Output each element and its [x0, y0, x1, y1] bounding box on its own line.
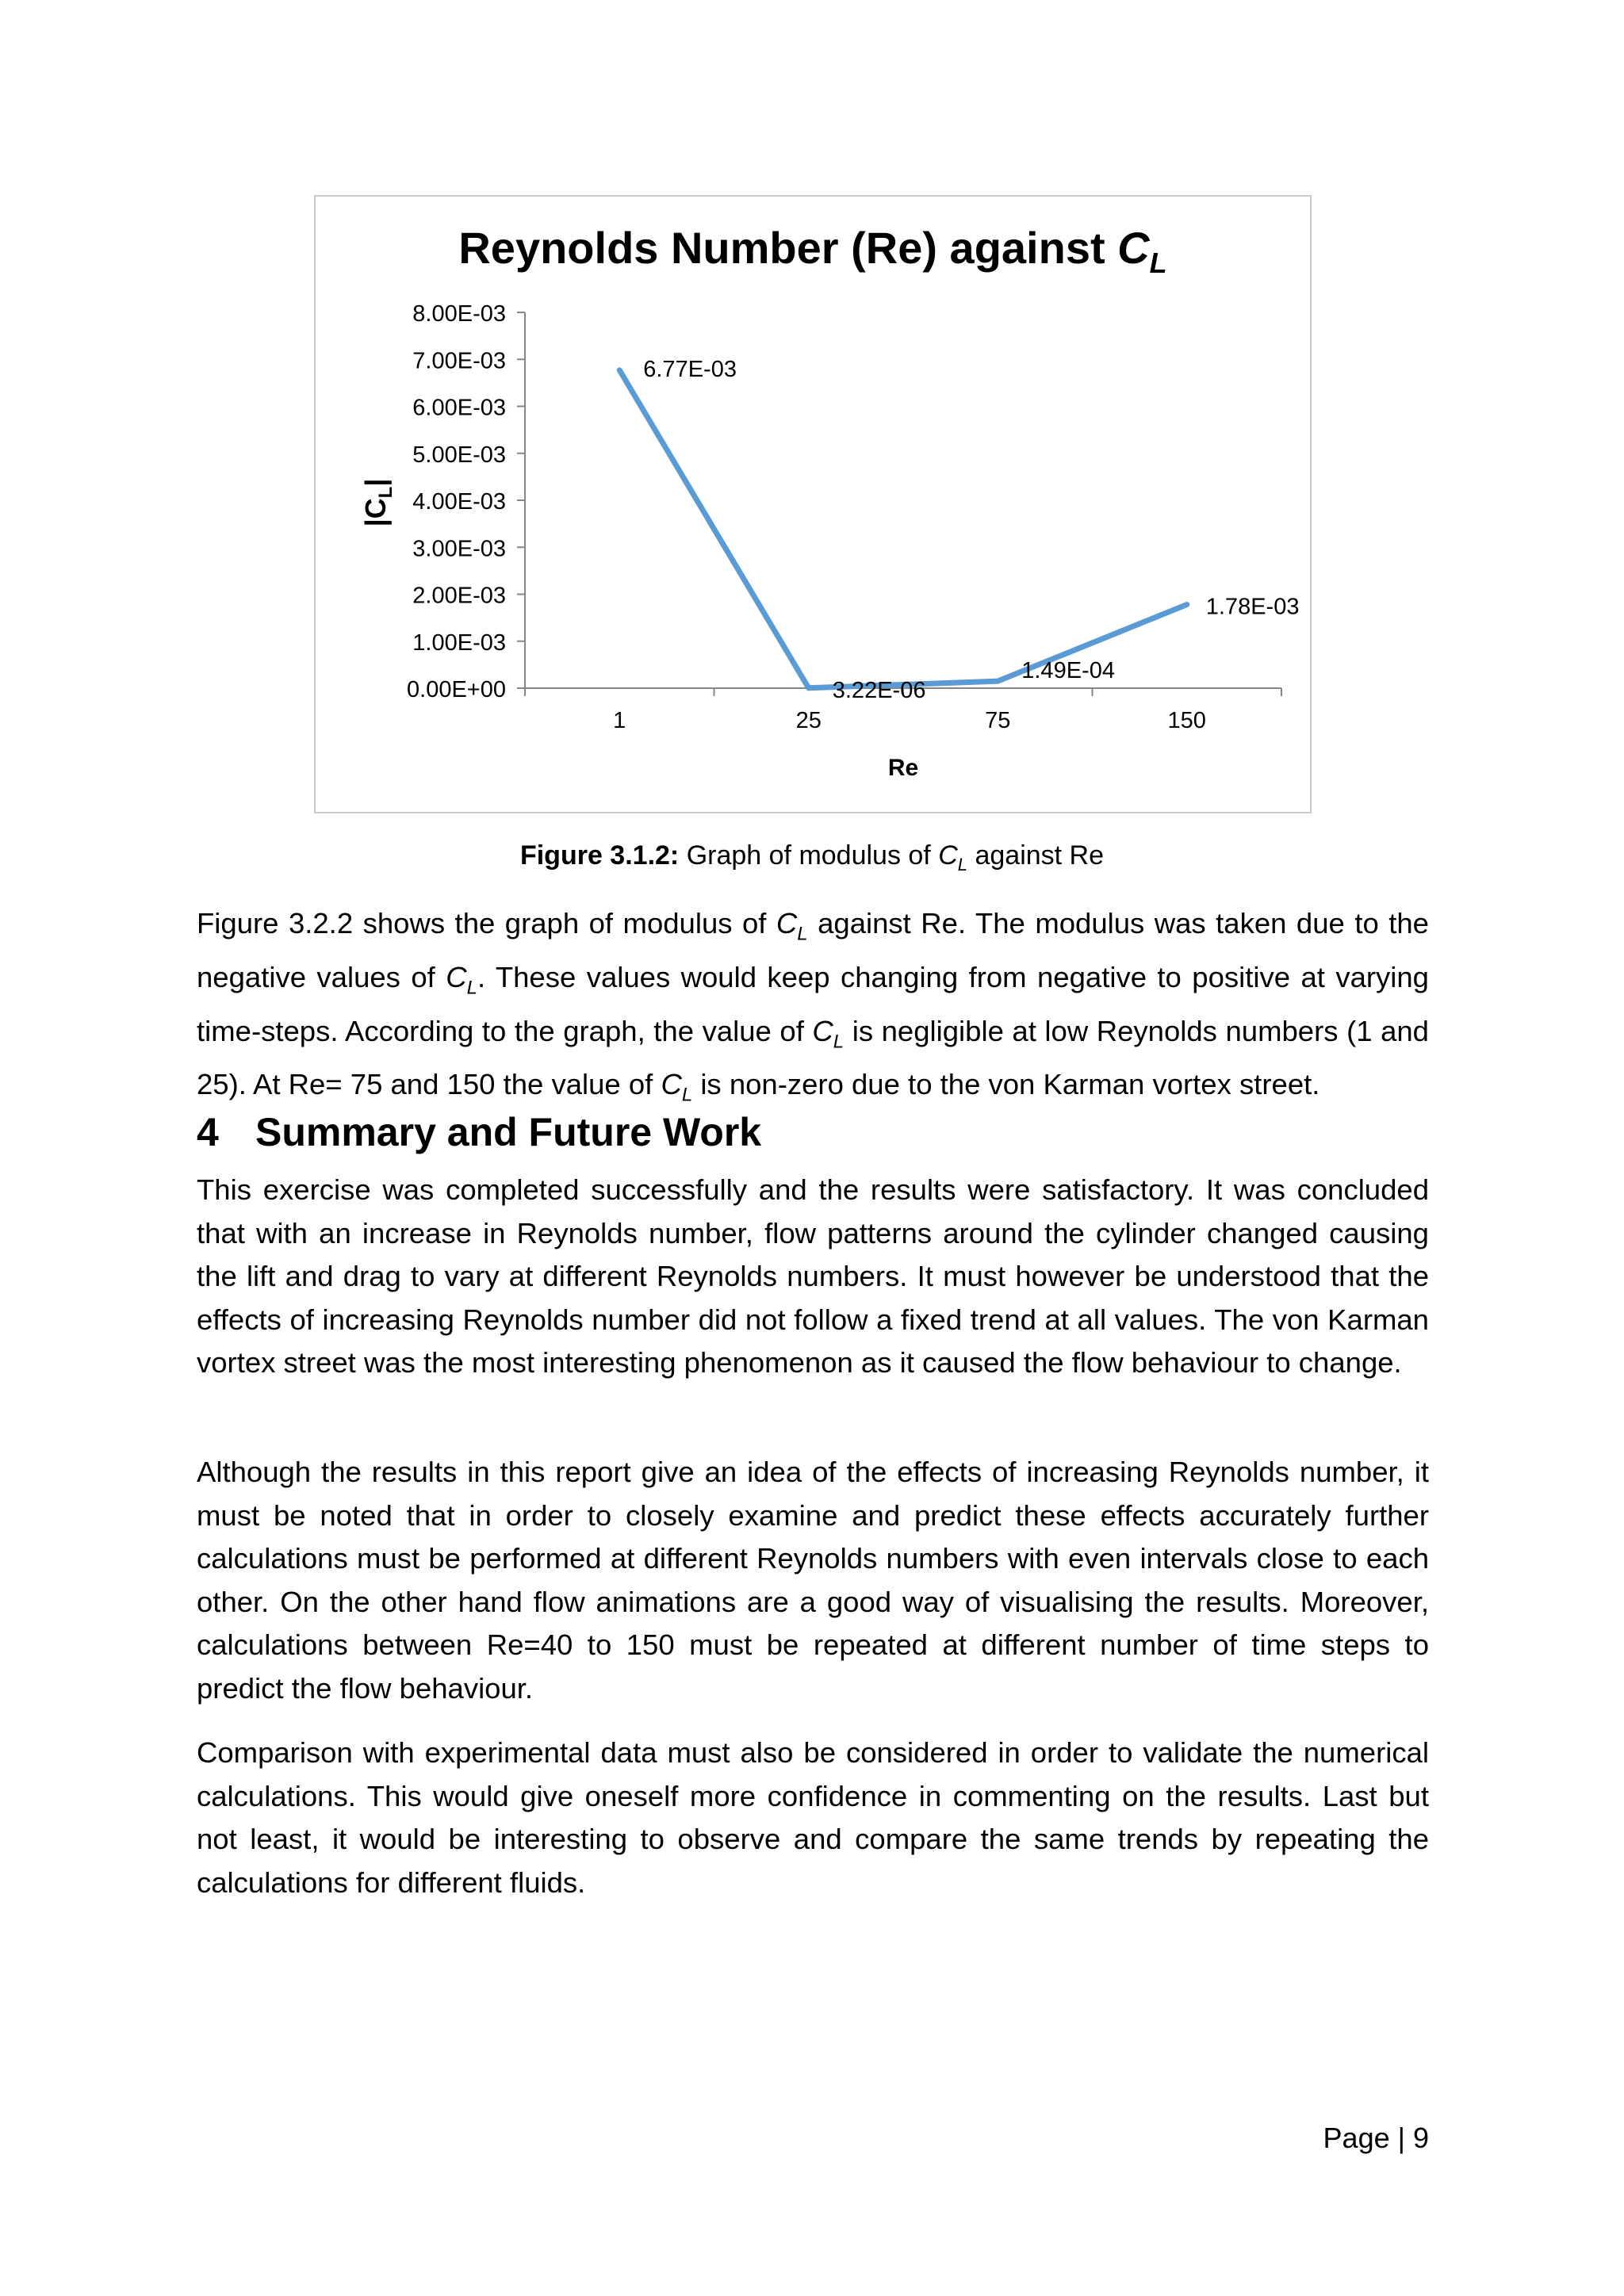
- y-tick-label: 7.00E-03: [412, 348, 506, 374]
- p1-text-5: is non-zero due to the von Karman vortex street.: [692, 1068, 1320, 1101]
- x-tick-label: 150: [1167, 708, 1206, 733]
- x-tick-label: 1: [613, 708, 626, 733]
- p1-symbol-4: C: [661, 1068, 682, 1101]
- y-tick-label: 5.00E-03: [412, 442, 506, 468]
- caption-subscript: L: [957, 854, 968, 874]
- p1-text-2: against Re. The modulus was taken due to the negative values of: [197, 907, 1429, 993]
- caption-text-after: against Re: [967, 840, 1105, 871]
- caption-label: Figure 3.1.2:: [519, 840, 680, 871]
- data-label: 6.77E-03: [643, 356, 737, 382]
- p1-sub-3: L: [833, 1030, 845, 1052]
- x-tick-label: 25: [795, 708, 822, 733]
- data-label: 1.49E-04: [1021, 658, 1115, 684]
- paragraph-figure-description: [197, 902, 1429, 1117]
- p1-text-1: Figure 3.2.2 shows the graph of modulus of: [197, 907, 776, 939]
- y-axis-label: $|C_L|$: [359, 478, 396, 527]
- section-heading: [197, 1108, 761, 1156]
- p1-symbol-3: C: [812, 1014, 833, 1047]
- page-number: Page | 9: [1323, 2122, 1429, 2154]
- paragraph-summary-2: [197, 1451, 1429, 1710]
- data-point: [806, 686, 811, 691]
- data-label: 3.22E-06: [832, 677, 926, 703]
- chart-title: Reynolds Number (Re) against $C_L$: [458, 223, 1167, 279]
- paragraph-text: Although the results in this report give an idea of the effects of increasing Reynolds number, it must be noted that in order to closely examine and predict these effects accurately further calculations must be performed at different Reynolds numbers with even intervals close to each other. On the other hand flow animations are a good way of visualising the results. Moreover, calculations between Re=40 to 150 must be repeated at different number of time steps to predict the flow behaviour.: [197, 1456, 1429, 1705]
- p1-sub-4: L: [681, 1084, 693, 1106]
- data-label: 1.78E-03: [1205, 594, 1300, 620]
- y-tick-label: 8.00E-03: [412, 301, 506, 327]
- x-tick-label: 75: [985, 708, 1011, 733]
- data-point: [1185, 603, 1189, 607]
- p1-symbol-2: C: [446, 960, 467, 993]
- series-line: [619, 370, 1187, 688]
- caption-text: Graph of modulus of: [679, 840, 939, 871]
- figure-caption: [0, 840, 1624, 875]
- caption-symbol: C: [938, 840, 958, 871]
- p1-sub-2: L: [466, 977, 477, 999]
- p1-sub-1: L: [797, 923, 808, 945]
- p1-text-4: is negligible at low Reynolds numbers (1 and 25). At Re= 75 and 150 the value of: [197, 1014, 1429, 1101]
- y-tick-label: 3.00E-03: [412, 536, 506, 562]
- y-tick-label: 4.00E-03: [412, 489, 506, 515]
- y-tick-label: 0.00E+00: [407, 677, 506, 702]
- y-tick-label: 6.00E-03: [412, 395, 506, 421]
- x-axis-label: Re: [887, 755, 919, 781]
- section-number: 4: [197, 1110, 219, 1154]
- section-title: Summary and Future Work: [255, 1110, 762, 1154]
- p1-symbol-1: C: [776, 907, 798, 939]
- chart-frame: [314, 195, 1312, 813]
- line-chart: [316, 197, 1310, 812]
- paragraph-text: Comparison with experimental data must also be considered in order to validate the numerical calculations. This would give oneself more confidence in commenting on the results. Last but not least, it would be interesting to observe and compare the same trends by repeating the calculations for different fluids.: [197, 1736, 1429, 1899]
- paragraph-text: This exercise was completed successfully and the results were satisfactory. It was concluded that with an increase in Reynolds number, flow patterns around the cylinder changed causing the lift and drag to vary at different Reynolds numbers. It must however be understood that the effects of increasing Reynolds number did not follow a fixed trend at all values. The von Karman vortex street was the most interesting phenomenon as it caused the flow behaviour to change.: [197, 1173, 1429, 1379]
- data-point: [617, 368, 622, 373]
- p1-text-3: . These values would keep changing from negative to positive at varying time-steps. According to the graph, the value of: [197, 960, 1429, 1047]
- data-point: [995, 679, 1000, 683]
- y-tick-label: 2.00E-03: [412, 583, 506, 609]
- paragraph-summary-1: [197, 1169, 1429, 1385]
- y-tick-label: 1.00E-03: [412, 629, 506, 656]
- paragraph-summary-3: [197, 1732, 1429, 1904]
